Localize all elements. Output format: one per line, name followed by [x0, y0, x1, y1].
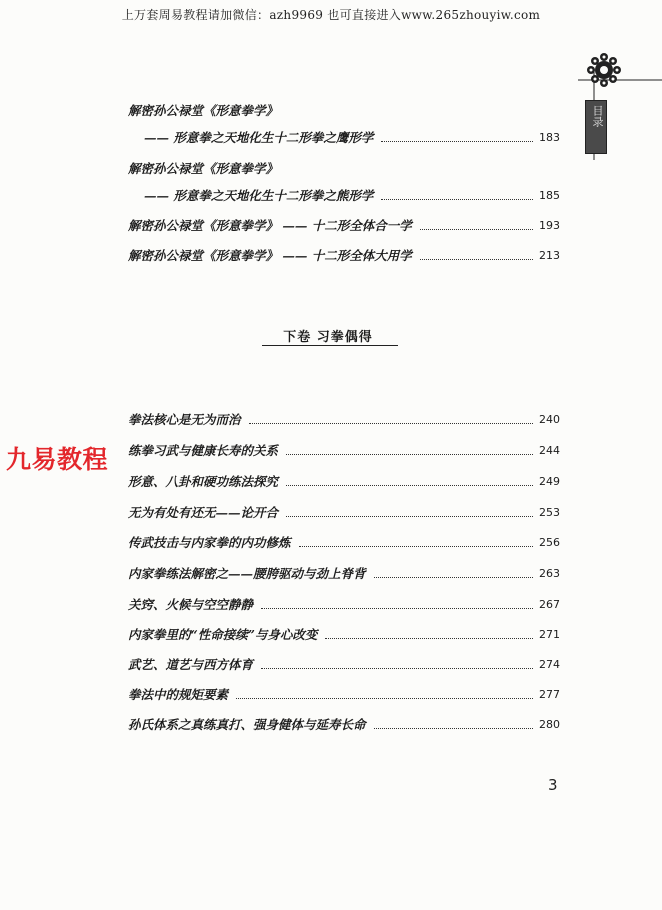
toc-entry[interactable] [144, 188, 560, 204]
toc-entry-title: 拳法核心是无为而治 [128, 412, 241, 427]
toc-entry-title: 拳法中的规矩要素 [128, 687, 229, 702]
toc-entry-page: 253 [539, 506, 560, 519]
section-divider [262, 345, 398, 346]
toc-entry-title: 无为有处有还无——论开合 [128, 505, 279, 520]
toc-entry-title: —— 形意拳之天地化生十二形拳之熊形学 [144, 188, 374, 203]
toc-entry-page: 263 [539, 567, 560, 580]
toc-leader-dots [261, 608, 533, 609]
toc-leader-dots [286, 454, 533, 455]
toc-entry-page: 271 [539, 628, 560, 641]
toc-heading: 解密孙公禄堂《形意拳学》 [128, 103, 279, 118]
toc-entry[interactable] [128, 627, 560, 643]
toc-entry-page: 277 [539, 688, 560, 701]
toc-entry-page: 256 [539, 536, 560, 549]
toc-entry-page: 183 [539, 131, 560, 144]
toc-entry[interactable] [128, 248, 560, 264]
toc-entry-page: 249 [539, 475, 560, 488]
toc-entry[interactable] [128, 474, 560, 490]
side-tab [585, 100, 607, 154]
toc-heading: 解密孙公禄堂《形意拳学》 [128, 161, 279, 176]
toc-entry[interactable] [128, 566, 560, 582]
toc-entry[interactable] [128, 505, 560, 521]
toc-entry-page: 185 [539, 189, 560, 202]
toc-leader-dots [236, 698, 533, 699]
toc-entry[interactable] [128, 218, 560, 234]
toc-entry-page: 213 [539, 249, 560, 262]
toc-entry[interactable] [128, 657, 560, 673]
toc-leader-dots [374, 577, 533, 578]
toc-entry-title: 解密孙公禄堂《形意拳学》 —— 十二形全体合一学 [128, 218, 412, 233]
toc-entry-page: 240 [539, 413, 560, 426]
toc-entry-title: 孙氏体系之真练真打、强身健体与延寿长命 [128, 717, 366, 732]
toc-entry-title: 内家拳练法解密之——腰胯驱动与劲上脊背 [128, 566, 366, 581]
section-title: 下卷 习拳偶得 [283, 330, 373, 345]
toc-entry-page: 244 [539, 444, 560, 457]
toc-entry-title: 内家拳里的“性命接续”与身心改变 [128, 627, 318, 642]
toc-entry-title: 形意、八卦和硬功练法探究 [128, 474, 279, 489]
toc-entry-title: 武艺、道艺与西方体育 [128, 657, 254, 672]
toc-leader-dots [286, 516, 533, 517]
header-notice: 上万套周易教程请加微信：azh9969 也可直接进入www.265zhouyiw.com [121, 8, 541, 22]
toc-leader-dots [299, 546, 533, 547]
toc-entry[interactable] [128, 443, 560, 459]
toc-entry-title: 传武技击与内家拳的内功修炼 [128, 535, 291, 550]
side-tab-label: 目录 [591, 105, 604, 127]
toc-entry-title: 关窍、火候与空空静静 [128, 597, 254, 612]
toc-entry-page: 280 [539, 718, 560, 731]
toc-entry[interactable] [128, 412, 560, 428]
toc-entry[interactable] [128, 597, 560, 613]
toc-entry-page: 274 [539, 658, 560, 671]
toc-leader-dots [374, 728, 533, 729]
toc-entry[interactable] [128, 535, 560, 551]
toc-entry[interactable] [144, 130, 560, 146]
toc-entry-page: 193 [539, 219, 560, 232]
page-number: 3 [548, 776, 558, 794]
toc-entry-title: —— 形意拳之天地化生十二形拳之鹰形学 [144, 130, 374, 145]
toc-entry-title: 练拳习武与健康长寿的关系 [128, 443, 279, 458]
toc-leader-dots [381, 141, 533, 142]
toc-leader-dots [325, 638, 533, 639]
toc-entry-title: 解密孙公禄堂《形意拳学》 —— 十二形全体大用学 [128, 248, 412, 263]
toc-entry[interactable] [128, 717, 560, 733]
toc-leader-dots [249, 423, 533, 424]
toc-leader-dots [420, 259, 533, 260]
watermark-logo: 九易教程 [6, 445, 109, 474]
toc-leader-dots [420, 229, 533, 230]
toc-entry-page: 267 [539, 598, 560, 611]
toc-leader-dots [381, 199, 533, 200]
toc-entry[interactable] [128, 687, 560, 703]
toc-leader-dots [261, 668, 533, 669]
toc-leader-dots [286, 485, 533, 486]
